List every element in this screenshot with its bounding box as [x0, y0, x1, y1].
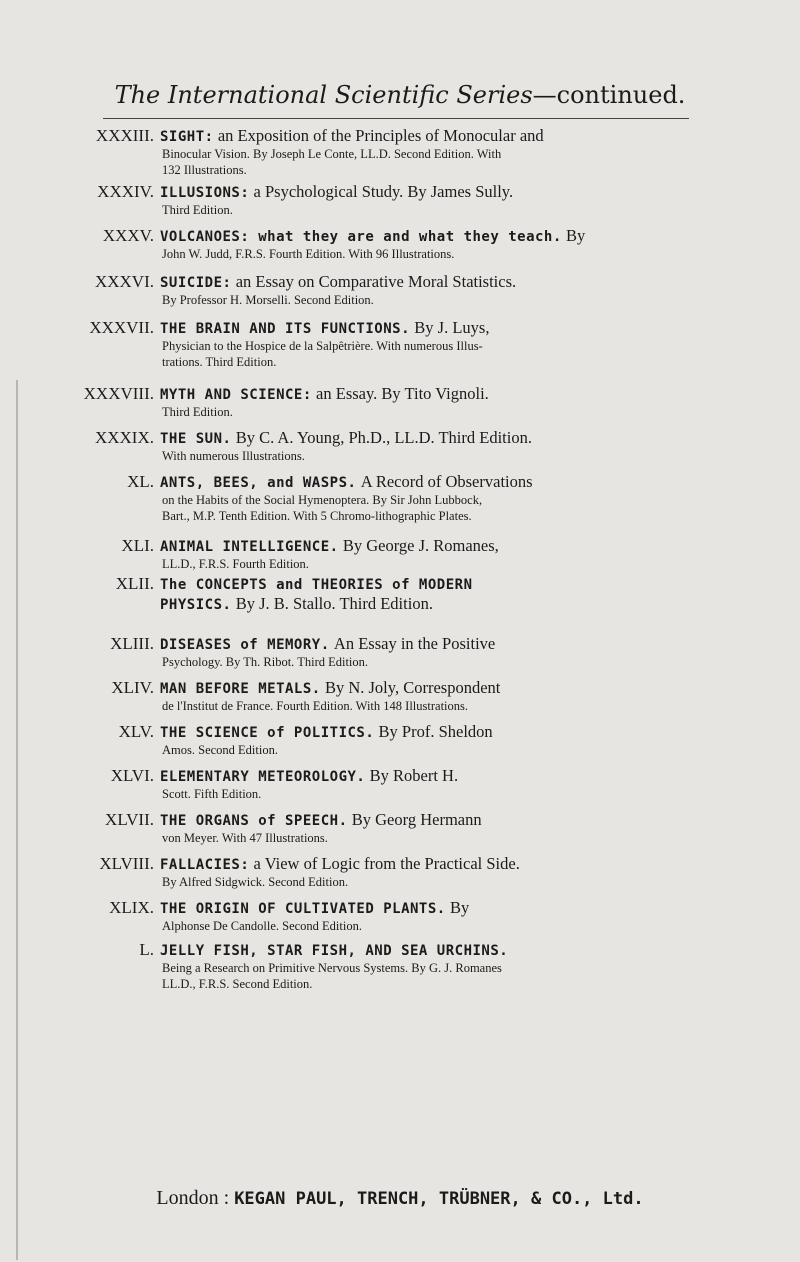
volume-number: XLI. — [121, 536, 154, 555]
volume-title: VOLCANOES: what they are and what they teach. — [160, 229, 562, 245]
series-title: The International Scientific Series — [114, 81, 533, 109]
entry-detail-line: By Professor H. Morselli. Second Edition. — [162, 293, 374, 307]
volume-number: XXXIV. — [97, 182, 154, 201]
entry-detail-line: LL.D., F.R.S. Second Edition. — [162, 977, 313, 991]
volume-title: THE BRAIN AND ITS FUNCTIONS. — [160, 321, 411, 337]
entry-title-line — [160, 126, 544, 147]
title-continuation: An Essay in the Positive — [333, 634, 496, 653]
entry-detail-line: de l'Institut de France. Fourth Edition. With 148 Illustrations. — [162, 699, 468, 713]
volume-title: JELLY FISH, STAR FISH, AND SEA URCHINS. — [160, 943, 509, 959]
entry-title-line — [160, 226, 585, 247]
volume-number: XXXVII. — [89, 318, 154, 337]
volume-title: FALLACIES: — [160, 857, 250, 873]
entry-detail-line: LL.D., F.R.S. Fourth Edition. — [162, 557, 309, 571]
entry-detail-line: on the Habits of the Social Hymenoptera. By Sir John Lubbock, — [162, 493, 483, 507]
entry-title-line — [160, 898, 469, 919]
title-continuation: By George J. Romanes, — [342, 536, 499, 555]
entry-detail-line: Scott. Fifth Edition. — [162, 787, 262, 801]
volume-title: THE ORGANS of SPEECH. — [160, 813, 348, 829]
volume-number: XLVIII. — [99, 854, 154, 873]
entry-detail-line: Amos. Second Edition. — [162, 743, 278, 757]
entry-detail-line: Being a Research on Primitive Nervous Systems. By G. J. Romanes — [162, 961, 502, 975]
title-continuation: By C. A. Young, Ph.D., LL.D. Third Edition. — [235, 428, 532, 447]
entry-title-line — [160, 472, 533, 493]
entry-title-line — [160, 854, 520, 875]
entry-detail-line: Third Edition. — [162, 203, 233, 217]
entry-detail-line: Alphonse De Candolle. Second Edition. — [162, 919, 362, 933]
title-continuation: A Record of Observations — [360, 472, 533, 491]
volume-title: PHYSICS. — [160, 597, 232, 613]
volume-number: XXXIII. — [95, 126, 154, 145]
volume-number: XXXVI. — [94, 272, 154, 291]
entry-detail-line: Bart., M.P. Tenth Edition. With 5 Chromo-lithographic Plates. — [162, 509, 472, 523]
volume-number: XLIII. — [110, 634, 154, 653]
entry-title-line — [160, 318, 489, 339]
entry-detail-line: Binocular Vision. By Joseph Le Conte, LL.D. Second Edition. With — [162, 147, 502, 161]
volume-number: XXXV. — [102, 226, 154, 245]
entry-detail-line: Physician to the Hospice de la Salpêtrière. With numerous Illus- — [162, 339, 483, 353]
volume-number: XLVI. — [110, 766, 154, 785]
title-continuation: an Exposition of the Principles of Monocular and — [217, 126, 544, 145]
entry-title-line — [160, 574, 473, 595]
title-continuation: By J. Luys, — [414, 318, 490, 337]
entry-detail-line: von Meyer. With 47 Illustrations. — [162, 831, 328, 845]
volume-number: XLII. — [115, 574, 154, 593]
volume-number: XLV. — [118, 722, 154, 741]
title-continuation: By N. Joly, Correspondent — [324, 678, 501, 697]
title-continuation: a View of Logic from the Practical Side. — [253, 854, 520, 873]
volume-title: MYTH AND SCIENCE: — [160, 387, 312, 403]
entry-title-line — [160, 722, 493, 743]
volume-title: SIGHT: — [160, 129, 214, 145]
title-continuation: By Robert H. — [369, 766, 459, 785]
continued-label: —continued. — [532, 81, 686, 109]
entry-title-line — [160, 182, 513, 203]
volume-number: XLVII. — [105, 810, 154, 829]
volume-title: SUICIDE: — [160, 275, 232, 291]
title-continuation: By Georg Hermann — [351, 810, 482, 829]
title-continuation: By J. B. Stallo. Third Edition. — [235, 594, 433, 613]
publisher-imprint — [0, 1186, 800, 1211]
volume-number: XL. — [127, 472, 154, 491]
entry-title-line — [160, 272, 516, 293]
volume-title: ILLUSIONS: — [160, 185, 250, 201]
page-header — [0, 80, 800, 110]
entry-detail-line: Third Edition. — [162, 405, 233, 419]
volume-title: THE SCIENCE of POLITICS. — [160, 725, 375, 741]
volume-title: DISEASES of MEMORY. — [160, 637, 330, 653]
entry-detail-line: trations. Third Edition. — [162, 355, 277, 369]
volume-number: XXXIX. — [94, 428, 154, 447]
entry-title-line — [160, 384, 489, 405]
volume-number: L. — [139, 940, 154, 959]
title-continuation: By — [449, 898, 470, 917]
title-continuation: a Psychological Study. By James Sully. — [253, 182, 514, 201]
entry-detail-line: By Alfred Sidgwick. Second Edition. — [162, 875, 349, 889]
volume-title: The CONCEPTS and THEORIES of MODERN — [160, 577, 473, 593]
entry-detail-line: 132 Illustrations. — [162, 163, 247, 177]
volume-number: XLIV. — [111, 678, 154, 697]
imprint-publisher: KEGAN PAUL, TRENCH, TRÜBNER, & CO., Ltd. — [234, 1189, 644, 1209]
entry-detail-line: John W. Judd, F.R.S. Fourth Edition. With 96 Illustrations. — [162, 247, 455, 261]
entry-title-line — [160, 766, 458, 787]
title-continuation: By Prof. Sheldon — [378, 722, 493, 741]
volume-title: MAN BEFORE METALS. — [160, 681, 321, 697]
entry-title-line — [160, 536, 499, 557]
entry-title-line — [160, 594, 433, 615]
title-continuation: By — [566, 226, 586, 245]
title-continuation: an Essay on Comparative Moral Statistics. — [235, 272, 517, 291]
entry-detail-line: With numerous Illustrations. — [162, 449, 305, 463]
volume-title: ANTS, BEES, and WASPS. — [160, 475, 357, 491]
entry-title-line — [160, 428, 532, 449]
volume-number: XXXVIII. — [83, 384, 154, 403]
volume-title: THE ORIGIN OF CULTIVATED PLANTS. — [160, 901, 446, 917]
entry-title-line — [160, 634, 495, 655]
entry-title-line — [160, 940, 508, 961]
volume-title: ANIMAL INTELLIGENCE. — [160, 539, 339, 555]
entry-detail-line: Psychology. By Th. Ribot. Third Edition. — [162, 655, 369, 669]
header-rule — [103, 118, 689, 119]
entry-title-line — [160, 810, 482, 831]
imprint-city: London : — [156, 1187, 230, 1209]
page-edge-shadow — [16, 380, 18, 1260]
entry-title-line — [160, 678, 500, 699]
volume-number: XLIX. — [109, 898, 154, 917]
title-continuation: an Essay. By Tito Vignoli. — [316, 384, 489, 403]
volume-title: THE SUN. — [160, 431, 232, 447]
volume-title: ELEMENTARY METEOROLOGY. — [160, 769, 366, 785]
